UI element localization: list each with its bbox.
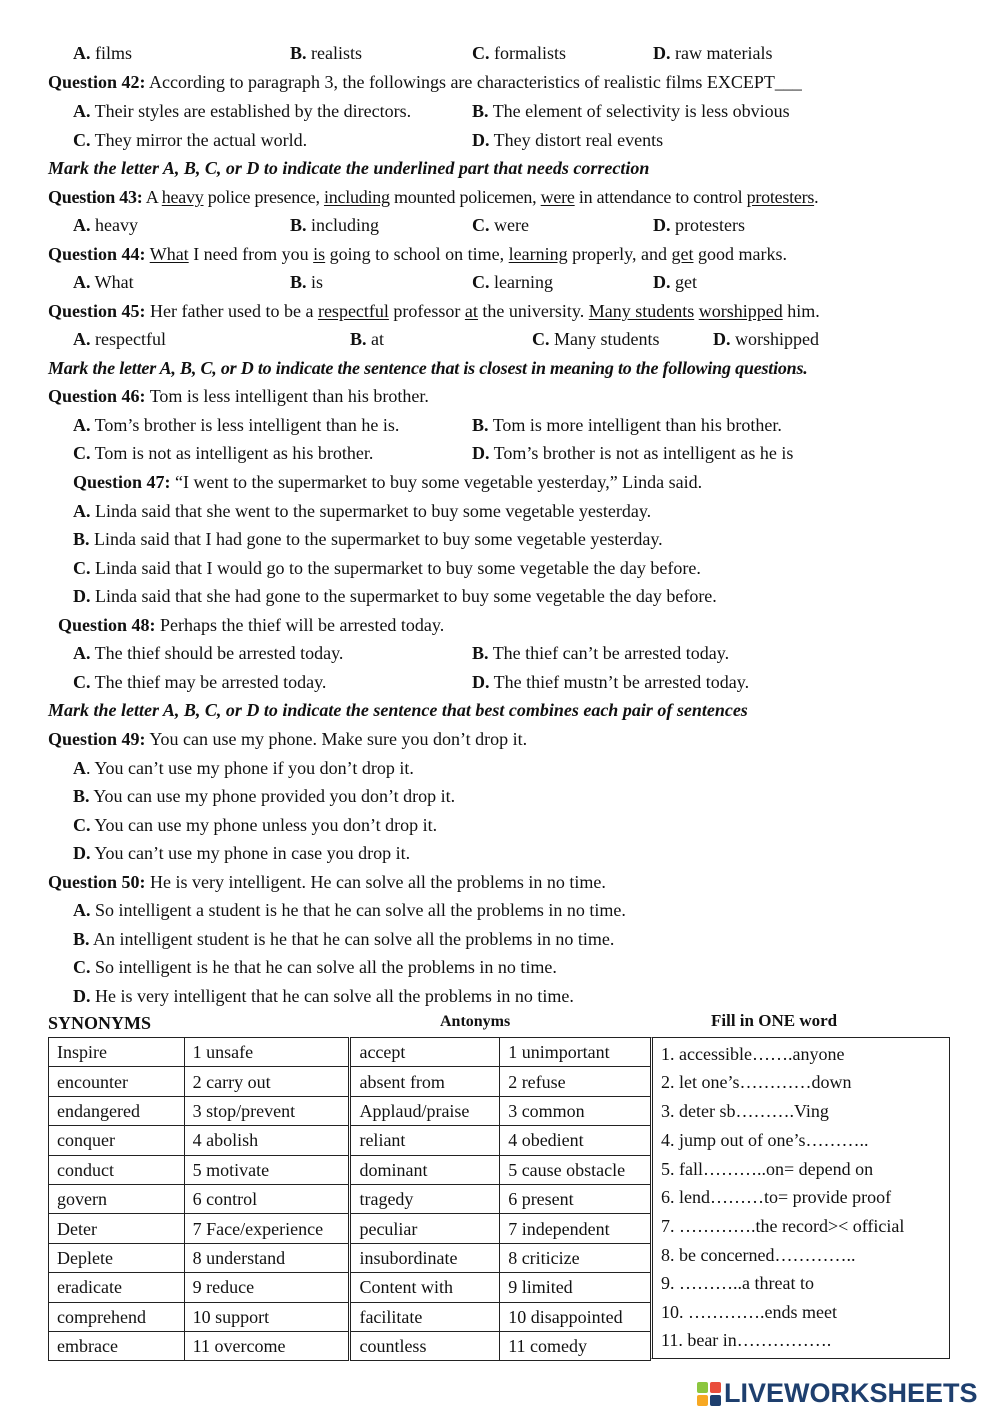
q47-option-d[interactable]: D. Linda said that she had gone to the supermarket to buy some vegetable the day before. — [73, 586, 717, 606]
antonym-word: insubordinate — [350, 1243, 500, 1272]
q45-underline-c: Many students — [588, 301, 695, 321]
synonym-meaning: 1 unsafe — [184, 1038, 350, 1067]
fill-one-word-title: Fill in ONE word — [711, 1011, 838, 1030]
synonyms-title: SYNONYMS — [48, 1013, 152, 1033]
q43-option-d[interactable]: D. protesters — [653, 215, 745, 235]
q44-option-c[interactable]: C. learning — [472, 272, 553, 292]
vocab-row — [49, 1184, 651, 1213]
synonym-meaning: 9 reduce — [184, 1273, 350, 1302]
q45-underline-d: worshipped — [698, 301, 783, 321]
vocab-row — [49, 1331, 651, 1360]
antonym-meaning: 1 unimportant — [500, 1038, 651, 1067]
fill-one-word-box — [650, 1037, 950, 1359]
fill-item: 5. fall………..on= depend on — [661, 1159, 874, 1179]
antonym-meaning: 11 comedy — [500, 1331, 651, 1360]
vocab-row — [49, 1243, 651, 1272]
q46-option-b[interactable]: B. Tom is more intelligent than his brother. — [472, 415, 782, 435]
vocab-row — [49, 1155, 651, 1184]
q44-option-b[interactable]: B. is — [290, 272, 324, 292]
fill-item: 2. let one’s…………down — [661, 1072, 852, 1092]
q45-option-a[interactable]: A. respectful — [73, 329, 166, 349]
vocab-table — [48, 1037, 651, 1361]
synonym-word: Deplete — [49, 1243, 185, 1272]
q50-option-a[interactable]: A. So intelligent a student is he that he can solve all the problems in no time. — [73, 900, 626, 920]
q49-option-a[interactable]: A. You can’t use my phone if you don’t drop it. — [73, 758, 414, 778]
q46-question: Question 46: Tom is less intelligent than his brother. — [48, 386, 429, 406]
q41-option-b[interactable]: B. realists — [290, 43, 363, 63]
q46-option-a[interactable]: A. Tom’s brother is less intelligent than he is. — [73, 415, 400, 435]
q46-option-c[interactable]: C. Tom is not as intelligent as his brother. — [73, 443, 374, 463]
synonym-meaning: 7 Face/experience — [184, 1214, 350, 1243]
antonym-meaning: 2 refuse — [500, 1067, 651, 1096]
synonym-word: Deter — [49, 1214, 185, 1243]
synonym-word: Inspire — [49, 1038, 185, 1067]
antonym-word: reliant — [350, 1126, 500, 1155]
antonyms-title: Antonyms — [440, 1013, 511, 1030]
vocab-row — [49, 1273, 651, 1302]
q45-option-c[interactable]: C. Many students — [532, 329, 660, 349]
q43-underline-b: including — [323, 187, 390, 207]
synonym-meaning: 4 abolish — [184, 1126, 350, 1155]
synonym-meaning: 11 overcome — [184, 1331, 350, 1360]
q44-option-a[interactable]: A. What — [73, 272, 134, 292]
instruction-closest-meaning: Mark the letter A, B, C, or D to indicate the sentence that is closest in meaning to the following questions. — [48, 358, 808, 378]
antonym-meaning: 8 criticize — [500, 1243, 651, 1272]
q49-option-c[interactable]: C. You can use my phone unless you don’t drop it. — [73, 815, 438, 835]
vocab-row — [49, 1096, 651, 1125]
antonym-meaning: 4 obedient — [500, 1126, 651, 1155]
synonym-meaning: 10 support — [184, 1302, 350, 1331]
synonym-meaning: 5 motivate — [184, 1155, 350, 1184]
fill-item: 9. ………..a threat to — [661, 1273, 814, 1293]
q49-question: Question 49: You can use my phone. Make sure you don’t drop it. — [48, 729, 528, 749]
antonym-meaning: 3 common — [500, 1096, 651, 1125]
q44-underline-d: get — [671, 244, 694, 264]
synonym-meaning: 8 understand — [184, 1243, 350, 1272]
antonym-word: tragedy — [350, 1184, 500, 1213]
q43-option-b[interactable]: B. including — [290, 215, 380, 235]
antonym-meaning: 6 present — [500, 1184, 651, 1213]
q44-underline-b: is — [313, 244, 326, 264]
antonym-word: Content with — [350, 1273, 500, 1302]
antonym-word: dominant — [350, 1155, 500, 1184]
q47-option-c[interactable]: C. Linda said that I would go to the supermarket to buy some vegetable the day before. — [73, 558, 701, 578]
fill-item: 10. ………….ends meet — [661, 1302, 837, 1322]
liveworksheets-logo-icon — [697, 1382, 721, 1406]
q42-question: Question 42: According to paragraph 3, the followings are characteristics of realistic films EXCEPT___ — [48, 72, 802, 92]
q49-option-d[interactable]: D. You can’t use my phone in case you drop it. — [73, 843, 411, 863]
q43-option-c[interactable]: C. were — [472, 215, 529, 235]
q44-option-d[interactable]: D. get — [653, 272, 697, 292]
q44-underline-a: What — [149, 244, 189, 264]
q50-question: Question 50: He is very intelligent. He can solve all the problems in no time. — [48, 872, 606, 892]
antonym-word: Applaud/praise — [350, 1096, 500, 1125]
fill-item: 8. be concerned………….. — [661, 1245, 856, 1265]
synonym-word: encounter — [49, 1067, 185, 1096]
q48-option-d[interactable]: D. The thief mustn’t be arrested today. — [472, 672, 750, 692]
q49-option-b[interactable]: B. You can use my phone provided you don’t drop it. — [73, 786, 456, 806]
synonym-meaning: 2 carry out — [184, 1067, 350, 1096]
fill-item: 1. accessible…….anyone — [661, 1044, 845, 1064]
fill-item: 3. deter sb……….Ving — [661, 1101, 829, 1121]
synonym-word: conquer — [49, 1126, 185, 1155]
synonym-meaning: 3 stop/prevent — [184, 1096, 350, 1125]
vocab-row — [49, 1302, 651, 1331]
antonym-word: peculiar — [350, 1214, 500, 1243]
liveworksheets-logo[interactable] — [697, 1378, 978, 1409]
q50-option-b[interactable]: B. An intelligent student is he that he can solve all the problems in no time. — [73, 929, 615, 949]
synonym-meaning: 6 control — [184, 1184, 350, 1213]
vocab-row — [49, 1067, 651, 1096]
q42-option-a[interactable]: A. Their styles are established by the directors. — [73, 101, 412, 121]
vocab-row — [49, 1126, 651, 1155]
vocab-row — [49, 1214, 651, 1243]
q45-option-d[interactable]: D. worshipped — [713, 329, 819, 349]
q46-option-d[interactable]: D. Tom’s brother is not as intelligent as he is — [472, 443, 794, 463]
q44-underline-c: learning — [508, 244, 568, 264]
q43-underline-d: protesters — [746, 187, 815, 207]
antonym-word: countless — [350, 1331, 500, 1360]
synonym-word: eradicate — [49, 1273, 185, 1302]
q43-option-a[interactable]: A. heavy — [73, 215, 138, 235]
q41-option-c[interactable]: C. formalists — [472, 43, 566, 63]
antonym-word: absent from — [350, 1067, 500, 1096]
q47-question: Question 47: “I went to the supermarket to buy some vegetable yesterday,” Linda said. — [73, 472, 703, 492]
antonym-word: accept — [350, 1038, 500, 1067]
fill-item: 7. ………….the record>< official — [661, 1216, 905, 1236]
q45-underline-a: respectful — [317, 301, 389, 321]
q47-option-a[interactable]: A. Linda said that she went to the supermarket to buy some vegetable yesterday. — [73, 501, 652, 521]
synonym-word: embrace — [49, 1331, 185, 1360]
antonym-meaning: 10 disappointed — [500, 1302, 651, 1331]
q42-option-d[interactable]: D. They distort real events — [472, 130, 664, 150]
q42-option-b[interactable]: B. The element of selectivity is less obvious — [472, 101, 790, 121]
q48-question: Question 48: Perhaps the thief will be arrested today. — [58, 615, 445, 635]
antonym-meaning: 7 independent — [500, 1214, 651, 1243]
liveworksheets-wordmark: LIVEWORKSHEETS — [724, 1378, 978, 1408]
fill-item: 4. jump out of one’s……….. — [661, 1130, 869, 1150]
antonym-word: facilitate — [350, 1302, 500, 1331]
q43-underline-a: heavy — [161, 187, 204, 207]
synonym-word: govern — [49, 1184, 185, 1213]
q48-option-c[interactable]: C. The thief may be arrested today. — [73, 672, 327, 692]
q45-underline-b: at — [464, 301, 478, 321]
q42-option-c[interactable]: C. They mirror the actual world. — [73, 130, 308, 150]
q48-option-a[interactable]: A. The thief should be arrested today. — [73, 643, 344, 663]
q41-option-a[interactable]: A. films — [73, 43, 133, 63]
q50-option-c[interactable]: C. So intelligent is he that he can solve all the problems in no time. — [73, 957, 557, 977]
synonym-word: endangered — [49, 1096, 185, 1125]
fill-item: 6. lend………to= provide proof — [661, 1187, 892, 1207]
q43-underline-c: were — [540, 187, 575, 207]
instruction-combine: Mark the letter A, B, C, or D to indicate the sentence that best combines each pair of sentences — [48, 700, 748, 720]
q50-option-d[interactable]: D. He is very intelligent that he can solve all the problems in no time. — [73, 986, 574, 1006]
antonym-meaning: 5 cause obstacle — [500, 1155, 651, 1184]
fill-item: 11. bear in……………. — [661, 1330, 832, 1350]
instruction-correction: Mark the letter A, B, C, or D to indicate the underlined part that needs correction — [48, 158, 650, 178]
q41-option-d[interactable]: D. raw materials — [653, 43, 773, 63]
synonym-word: conduct — [49, 1155, 185, 1184]
q45-question: Question 45: Her father used to be a respectful professor at the university. Many students worshipped him. — [48, 301, 820, 321]
vocab-row — [49, 1038, 651, 1067]
synonym-word: comprehend — [49, 1302, 185, 1331]
q43-question: Question 43: A heavy police presence, including mounted policemen, were in attendance to control protesters. — [48, 187, 819, 207]
q47-option-b[interactable]: B. Linda said that I had gone to the supermarket to buy some vegetable yesterday. — [73, 529, 663, 549]
q45-option-b[interactable]: B. at — [350, 329, 385, 349]
q48-option-b[interactable]: B. The thief can’t be arrested today. — [472, 643, 730, 663]
antonym-meaning: 9 limited — [500, 1273, 651, 1302]
q44-question: Question 44: What I need from you is going to school on time, learning properly, and get good marks. — [48, 244, 787, 264]
